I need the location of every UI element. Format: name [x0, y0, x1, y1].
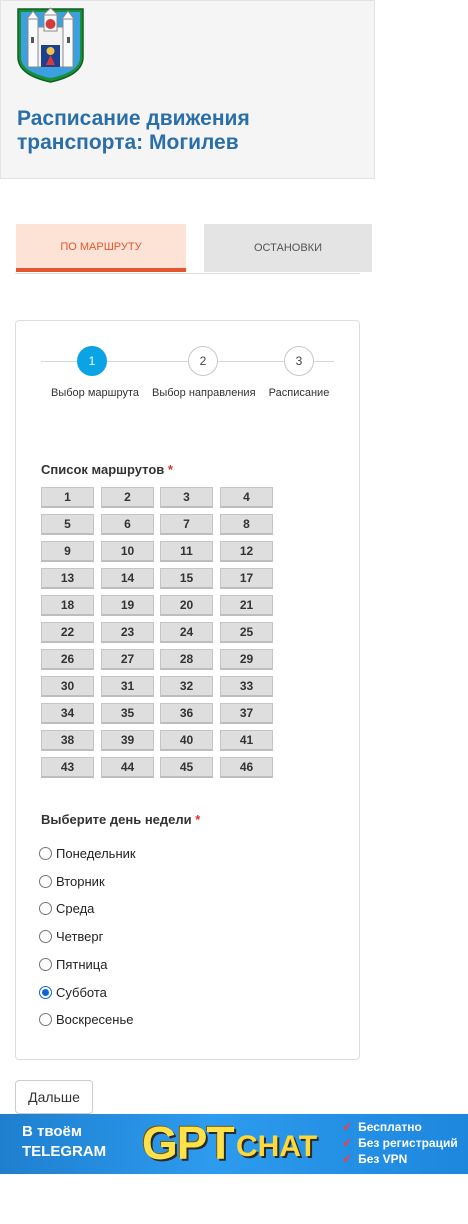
weekday-radio[interactable] [39, 958, 52, 971]
days-label-text: Выберите день недели [41, 812, 192, 827]
route-button-14[interactable]: 14 [101, 568, 154, 589]
tab-by-route[interactable]: ПО МАРШРУТУ [16, 224, 186, 272]
banner-feature-list [342, 1119, 458, 1167]
route-button-19[interactable]: 19 [101, 595, 154, 616]
weekday-label: Среда [56, 900, 95, 916]
weekday-radio[interactable] [39, 986, 52, 999]
route-button-36[interactable]: 36 [160, 703, 213, 724]
weekday-label: Понедельник [56, 845, 136, 861]
weekday-radio[interactable] [39, 847, 52, 860]
route-button-23[interactable]: 23 [101, 622, 154, 643]
route-button-21[interactable]: 21 [220, 595, 273, 616]
routes-section-label [41, 462, 173, 477]
mogilev-coat-of-arms-logo[interactable] [16, 7, 85, 83]
days-section-label [41, 812, 200, 827]
route-button-39[interactable]: 39 [101, 730, 154, 751]
route-button-11[interactable]: 11 [160, 541, 213, 562]
route-form-card [15, 320, 360, 1060]
route-button-22[interactable]: 22 [41, 622, 94, 643]
route-button-35[interactable]: 35 [101, 703, 154, 724]
route-button-28[interactable]: 28 [160, 649, 213, 670]
weekday-option[interactable] [39, 954, 107, 974]
route-button-17[interactable]: 17 [220, 568, 273, 589]
banner-feature-text: Без регистраций [358, 1136, 458, 1150]
route-button-4[interactable]: 4 [220, 487, 273, 508]
banner-chat-wordmark: CHAT [236, 1130, 318, 1163]
telegram-gptchat-ad-banner[interactable] [0, 1114, 468, 1174]
route-button-31[interactable]: 31 [101, 676, 154, 697]
route-button-15[interactable]: 15 [160, 568, 213, 589]
route-button-7[interactable]: 7 [160, 514, 213, 535]
check-icon: ✔ [342, 1120, 353, 1134]
route-button-2[interactable]: 2 [101, 487, 154, 508]
route-button-9[interactable]: 9 [41, 541, 94, 562]
route-button-18[interactable]: 18 [41, 595, 94, 616]
next-button[interactable]: Дальше [15, 1080, 93, 1114]
route-button-46[interactable]: 46 [220, 757, 273, 778]
tab-stops[interactable]: ОСТАНОВКИ [204, 224, 372, 272]
weekday-option[interactable] [39, 982, 107, 1002]
route-button-13[interactable]: 13 [41, 568, 94, 589]
step-1-indicator: 1 [77, 346, 107, 376]
route-button-6[interactable]: 6 [101, 514, 154, 535]
route-button-3[interactable]: 3 [160, 487, 213, 508]
route-button-32[interactable]: 32 [160, 676, 213, 697]
step-3-indicator: 3 [284, 346, 314, 376]
route-button-43[interactable]: 43 [41, 757, 94, 778]
weekday-radio[interactable] [39, 1013, 52, 1026]
route-button-8[interactable]: 8 [220, 514, 273, 535]
banner-feature-text: Без VPN [358, 1152, 408, 1166]
route-button-37[interactable]: 37 [220, 703, 273, 724]
weekday-label: Пятница [56, 956, 108, 972]
routes-label-text: Список маршрутов [41, 462, 165, 477]
site-title: Расписание движения транспорта: Могилев [17, 107, 250, 154]
mode-tabs [15, 224, 360, 274]
check-icon: ✔ [342, 1136, 353, 1150]
weekday-label: Суббота [56, 984, 107, 1000]
route-button-33[interactable]: 33 [220, 676, 273, 697]
site-header [0, 0, 375, 179]
route-button-10[interactable]: 10 [101, 541, 154, 562]
weekday-label: Воскресенье [56, 1011, 134, 1027]
banner-feature-text: Бесплатно [358, 1120, 422, 1134]
weekday-label: Четверг [56, 928, 104, 944]
weekday-radio[interactable] [39, 902, 52, 915]
route-button-25[interactable]: 25 [220, 622, 273, 643]
required-mark: * [195, 812, 201, 827]
banner-feature-1 [342, 1119, 458, 1135]
route-button-5[interactable]: 5 [41, 514, 94, 535]
step-2-indicator: 2 [188, 346, 218, 376]
weekday-option[interactable] [39, 926, 103, 946]
route-button-20[interactable]: 20 [160, 595, 213, 616]
step-1-label: Выбор маршрута [51, 387, 139, 399]
route-button-1[interactable]: 1 [41, 487, 94, 508]
banner-line-2: TELEGRAM [22, 1143, 107, 1160]
route-button-29[interactable]: 29 [220, 649, 273, 670]
banner-gpt-wordmark: GPT [142, 1117, 234, 1169]
weekday-radio[interactable] [39, 875, 52, 888]
banner-line-1: В твоём [22, 1123, 82, 1140]
route-button-12[interactable]: 12 [220, 541, 273, 562]
weekday-option[interactable] [39, 843, 136, 863]
step-3-label: Расписание [268, 387, 330, 399]
check-icon: ✔ [342, 1152, 353, 1166]
weekday-option[interactable] [39, 1009, 133, 1029]
route-button-41[interactable]: 41 [220, 730, 273, 751]
route-button-27[interactable]: 27 [101, 649, 154, 670]
route-button-30[interactable]: 30 [41, 676, 94, 697]
route-button-38[interactable]: 38 [41, 730, 94, 751]
route-button-34[interactable]: 34 [41, 703, 94, 724]
banner-feature-3 [342, 1151, 458, 1167]
weekday-option[interactable] [39, 871, 105, 891]
weekday-label: Вторник [56, 873, 105, 889]
weekday-option[interactable] [39, 898, 94, 918]
route-button-45[interactable]: 45 [160, 757, 213, 778]
banner-telegram-text [22, 1122, 106, 1162]
weekday-radio[interactable] [39, 930, 52, 943]
route-button-24[interactable]: 24 [160, 622, 213, 643]
required-mark: * [167, 462, 173, 477]
route-button-40[interactable]: 40 [160, 730, 213, 751]
step-2-label: Выбор направления [152, 387, 256, 399]
banner-feature-2 [342, 1135, 458, 1151]
route-button-44[interactable]: 44 [101, 757, 154, 778]
route-button-26[interactable]: 26 [41, 649, 94, 670]
